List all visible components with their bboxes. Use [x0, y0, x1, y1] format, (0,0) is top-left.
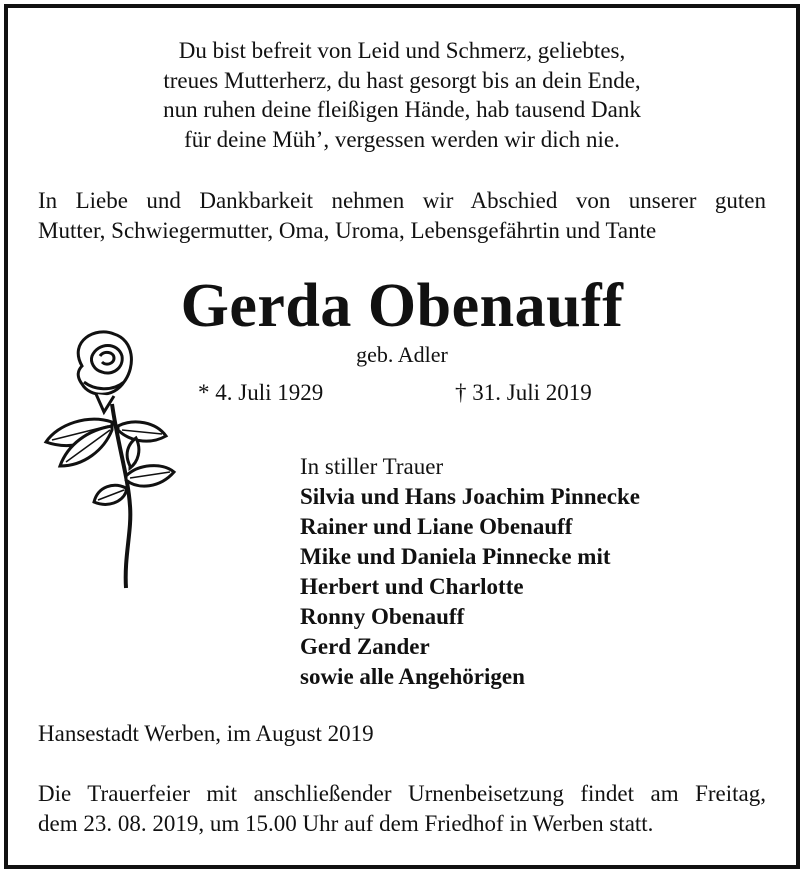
poem-line: treues Mutterherz, du hast gesorgt bis an dein Ende,: [163, 67, 641, 93]
poem-line: Du bist befreit von Leid und Schmerz, geliebtes,: [178, 38, 626, 63]
mourner-entry: Gerd Zander: [300, 634, 430, 659]
birth-date: * 4. Juli 1929: [198, 380, 324, 405]
intro-line: In Liebe und Dankbarkeit nehmen wir Abschied von unserer guten: [38, 188, 766, 213]
funeral-line: Die Trauerfeier mit anschließender Urnenbeisetzung findet am Freitag,: [38, 781, 766, 806]
deceased-name: Gerda Obenauff: [180, 272, 624, 340]
mourner-entry: Mike und Daniela Pinnecke mit: [300, 544, 611, 569]
funeral-line: dem 23. 08. 2019, um 15.00 Uhr auf dem Friedhof in Werben statt.: [38, 811, 654, 836]
intro-line: Mutter, Schwiegermutter, Oma, Uroma, Lebensgefährtin und Tante: [38, 218, 657, 243]
mourner-entry: Ronny Obenauff: [300, 604, 465, 629]
mourners-list: [300, 452, 780, 692]
funeral-info: [38, 779, 766, 839]
obituary-notice: [4, 4, 800, 869]
mourner-entry: sowie alle Angehörigen: [300, 664, 525, 689]
poem-line: für deine Müh’, vergessen werden wir dich nie.: [184, 126, 620, 152]
place-date: Hansestadt Werben, im August 2019: [38, 721, 374, 746]
mourners-heading: In stiller Trauer: [300, 454, 444, 479]
mourner-entry: Silvia und Hans Joachim Pinnecke: [300, 484, 640, 509]
rose-icon: [38, 326, 178, 591]
mourner-entry: Herbert und Charlotte: [300, 574, 524, 599]
death-date: † 31. Juli 2019: [455, 380, 592, 405]
mourner-entry: Rainer und Liane Obenauff: [300, 514, 573, 539]
poem: [8, 36, 796, 154]
poem-line: nun ruhen deine fleißigen Hände, hab tausend Dank: [163, 97, 641, 122]
maiden-name: geb. Adler: [356, 342, 448, 367]
intro-text: [38, 186, 766, 246]
